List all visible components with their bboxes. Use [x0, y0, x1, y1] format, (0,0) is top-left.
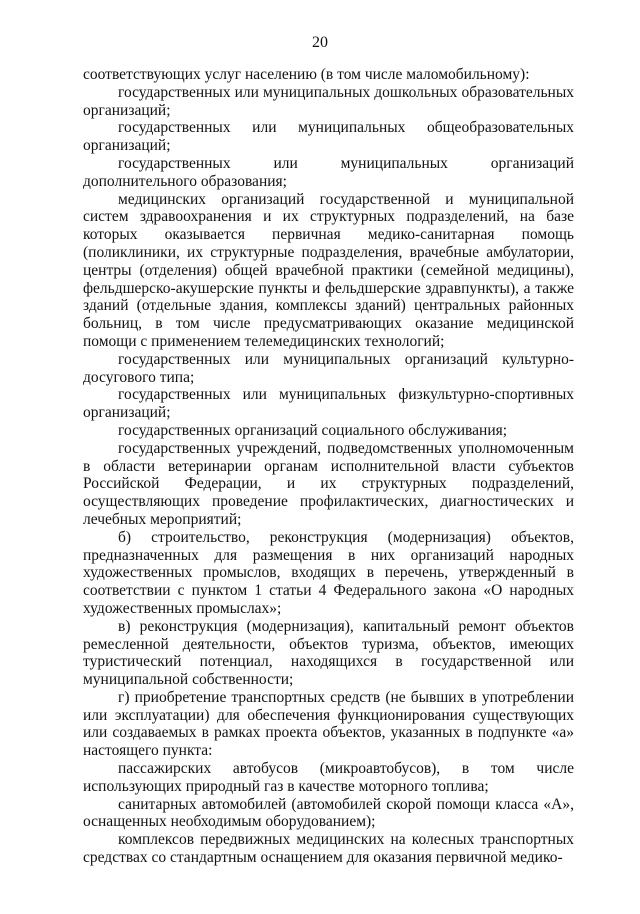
paragraph: комплексов передвижных медицинских на колесных транспортных средствах со стандартным оснащением для оказания первичной медико-: [83, 831, 574, 867]
paragraph: пассажирских автобусов (микроавтобусов), в том числе использующих природный газ в качестве моторного топлива;: [83, 760, 574, 795]
paragraph: государственных учреждений, подведомственных уполномоченным в области ветеринарии органам исполнительной власти субъектов Российской Федерации, и их структурных подразделений, осуществляющих проведение профилактических, диагностических и лечебных мероприятий;: [83, 439, 574, 528]
paragraph: соответствующих услуг населению (в том числе маломобильному):: [83, 66, 530, 83]
paragraph: государственных или муниципальных организаций культурно-досугового типа;: [83, 350, 574, 386]
paragraph: б) строительство, реконструкция (модернизация) объектов, предназначенных для размещения в них организаций народных художественных промыслов, входящих в перечень, утвержденный в соответствии с пунктом 1 статьи 4 Федерального закона «О народных художественных промыслах»;: [83, 528, 574, 617]
paragraph: государственных организаций социального обслуживания;: [118, 421, 508, 439]
paragraph: г) приобретение транспортных средств (не бывших в употреблении или эксплуатации) для обеспечения функционирования существующих или создаваемых в рамках проекта объектов, указанных в подпункте «а» настоящего пункта:: [83, 688, 574, 760]
paragraph: медицинских организаций государственной и муниципальной систем здравоохранения и их структурных подразделений, на базе которых оказывается первичная медико-санитарная помощь (поликлиники, их структурные подразделения, врачебные амбулатории, центры (отделения) общей врачебной практики (семейной медицины), фельдшерско-акушерские пункты и фельдшерские здравпункты), а также зданий (отдельные здания, комплексы зданий) центральных районных больниц, в том числе предусматривающих оказание медицинской помощи с применением телемедицинских технологий;: [83, 190, 574, 350]
paragraph: государственных или муниципальных организаций дополнительного образования;: [83, 154, 574, 190]
paragraph: государственных или муниципальных дошкольных образовательных организаций;: [83, 83, 574, 119]
paragraph: государственных или муниципальных физкультурно-спортивных организаций;: [83, 386, 574, 422]
page-number: 20: [312, 34, 328, 51]
paragraph: в) реконструкция (модернизация), капитальный ремонт объектов ремесленной деятельности, объектов туризма, объектов, имеющих туристический потенциал, находящихся в государственной или муниципальной собственности;: [83, 617, 574, 689]
paragraph: санитарных автомобилей (автомобилей скорой помощи класса «А», оснащенных необходимым оборудованием);: [83, 795, 574, 831]
paragraph: государственных или муниципальных общеобразовательных организаций;: [83, 119, 574, 155]
body-text: [83, 66, 574, 867]
